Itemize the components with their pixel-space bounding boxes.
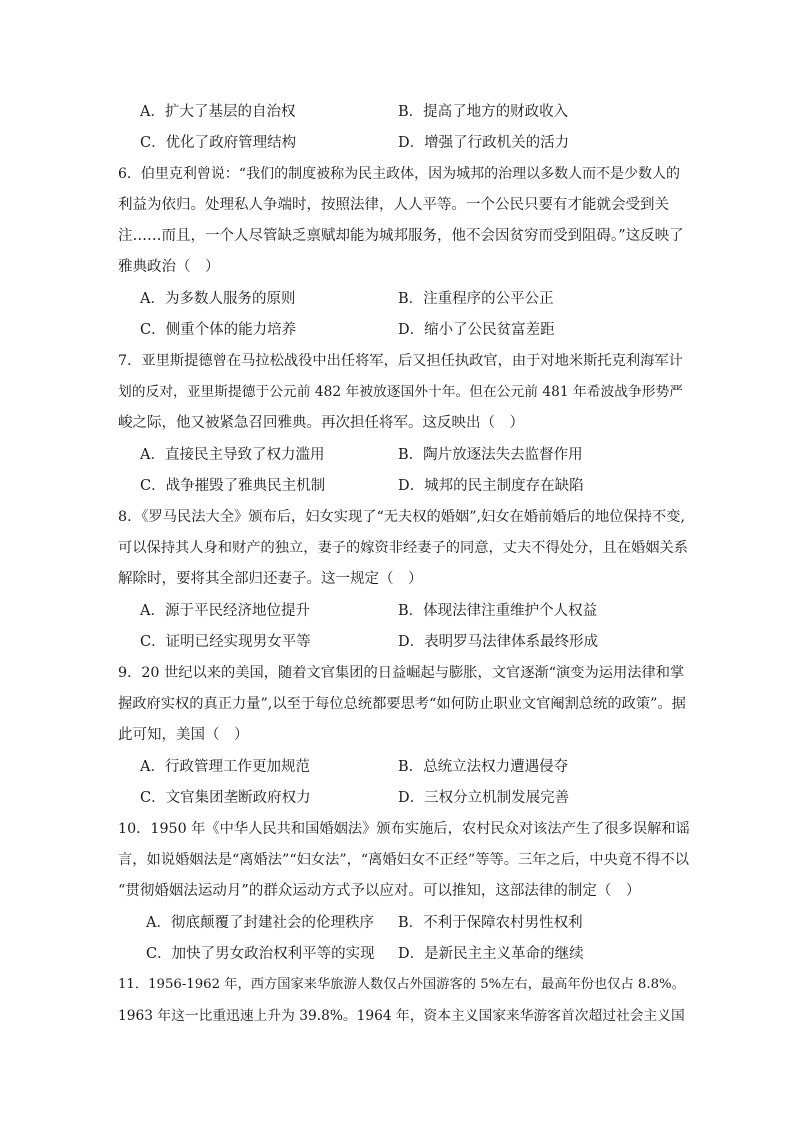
q10-option-d: D．是新民主主义革命的继续: [398, 946, 584, 962]
q9-option-c: C．文官集团垄断政府权力: [140, 790, 311, 806]
q7-option-d: D．城邦的民主制度存在缺陷: [398, 478, 584, 494]
q10-stem-line-3: “贯彻婚姻法运动月”的群众运动方式予以应对。可以推知，这部法律的制定（ ）: [118, 883, 641, 899]
q9-option-d: D．三权分立机制发展完善: [398, 790, 570, 806]
q6-option-b: B．注重程序的公平公正: [398, 291, 554, 307]
q7-stem-line-2: 划的反对，亚里斯提德于公元前 482 年被放逐国外十年。但在公元前 481 年希波战争形势严: [118, 384, 683, 400]
q9-option-b: B．总统立法权力遭遇侵夺: [398, 759, 569, 775]
q9-stem-line-2: 握政府实权的真正力量”,以至于每位总统都要思考“如何防止职业文官阉割总统的政策”。据: [118, 696, 686, 712]
q10-option-c: C．加快了男女政治权利平等的实现: [146, 946, 375, 962]
q5-option-b: B．提高了地方的财政收入: [398, 104, 569, 120]
q6-option-c: C．侧重个体的能力培养: [140, 322, 297, 338]
q5-option-c: C．优化了政府管理结构: [140, 135, 297, 151]
q11-stem-line-1: 11．1956-1962 年，西方国家来华旅游人数仅占外国游客的 5%左右，最高年份也仅占 8.8%。: [118, 977, 685, 992]
q8-option-a: A．源于平民经济地位提升: [140, 603, 310, 619]
q8-option-b: B．体现法律注重维护个人权益: [398, 603, 598, 619]
q11-stem-line-2: 1963 年这一比重迅速上升为 39.8%。1964 年，资本主义国家来华游客首次超过社会主义国: [118, 1008, 685, 1024]
q10-option-a: A．彻底颠覆了封建社会的伦理秩序: [146, 915, 374, 931]
q6-stem-line-3: 注……而且，一个人尽管缺乏禀赋却能为城邦服务，他不会因贫穷而受到阻碍。”这反映了: [118, 228, 684, 244]
q10-stem-line-1: 10．1950 年《中华人民共和国婚姻法》颁布实施后，农村民众对该法产生了很多误解和谣: [118, 821, 690, 837]
q8-stem-line-3: 解除时，要将其全部归还妻子。这一规定（ ）: [118, 571, 423, 587]
q9-option-a: A．行政管理工作更加规范: [140, 759, 310, 775]
q6-stem-line-2: 利益为依归。处理私人争端时，按照法律，人人平等。一个公民只要有才能就会受到关: [118, 197, 669, 213]
q9-stem-line-1: 9．20 世纪以来的美国，随着文官集团的日益崛起与膨胀，文官逐渐“演变为运用法律和掌: [118, 665, 685, 681]
q6-option-a: A．为多数人服务的原则: [140, 291, 296, 307]
q10-option-b: B．不利于保障农村男性权利: [398, 915, 583, 931]
q6-stem-line-4: 雅典政治（ ）: [118, 259, 220, 275]
q6-stem-line-1: 6．伯里克利曾说：“我们的制度被称为民主政体，因为城邦的治理以多数人而不是少数人的: [118, 166, 681, 182]
q10-stem-line-2: 言，如说婚姻法是“离婚法”“妇女法”，“离婚妇女不正经”等等。三年之后，中央竟不得不以: [118, 852, 689, 868]
q8-stem-line-2: 可以保持其人身和财产的独立，妻子的嫁资非经妻子的同意，丈夫不得处分，且在婚姻关系: [118, 540, 689, 556]
q6-option-d: D．缩小了公民贫富差距: [398, 322, 555, 338]
q7-option-a: A．直接民主导致了权力滥用: [140, 447, 325, 463]
q7-option-b: B．陶片放逐法失去监督作用: [398, 447, 583, 463]
q7-stem-line-1: 7．亚里斯提德曾在马拉松战役中出任将军，后又担任执政官，由于对地米斯托克利海军计: [118, 353, 683, 369]
q7-option-c: C．战争摧毁了雅典民主机制: [140, 478, 326, 494]
q9-stem-line-3: 此可知，美国（ ）: [118, 727, 249, 743]
q7-stem-line-3: 峻之际，他又被紧急召回雅典。再次担任将军。这反映出（ ）: [118, 415, 524, 431]
q8-option-d: D．表明罗马法律体系最终形成: [398, 634, 599, 650]
q5-option-d: D．增强了行政机关的活力: [398, 135, 570, 151]
q5-option-a: A．扩大了基层的自治权: [140, 104, 296, 120]
q8-stem-line-1: 8．《罗马民法大全》颁布后，妇女实现了“无夫权的婚姻”,妇女在婚前婚后的地位保持不变,: [118, 509, 686, 525]
q8-option-c: C．证明已经实现男女平等: [140, 634, 311, 650]
